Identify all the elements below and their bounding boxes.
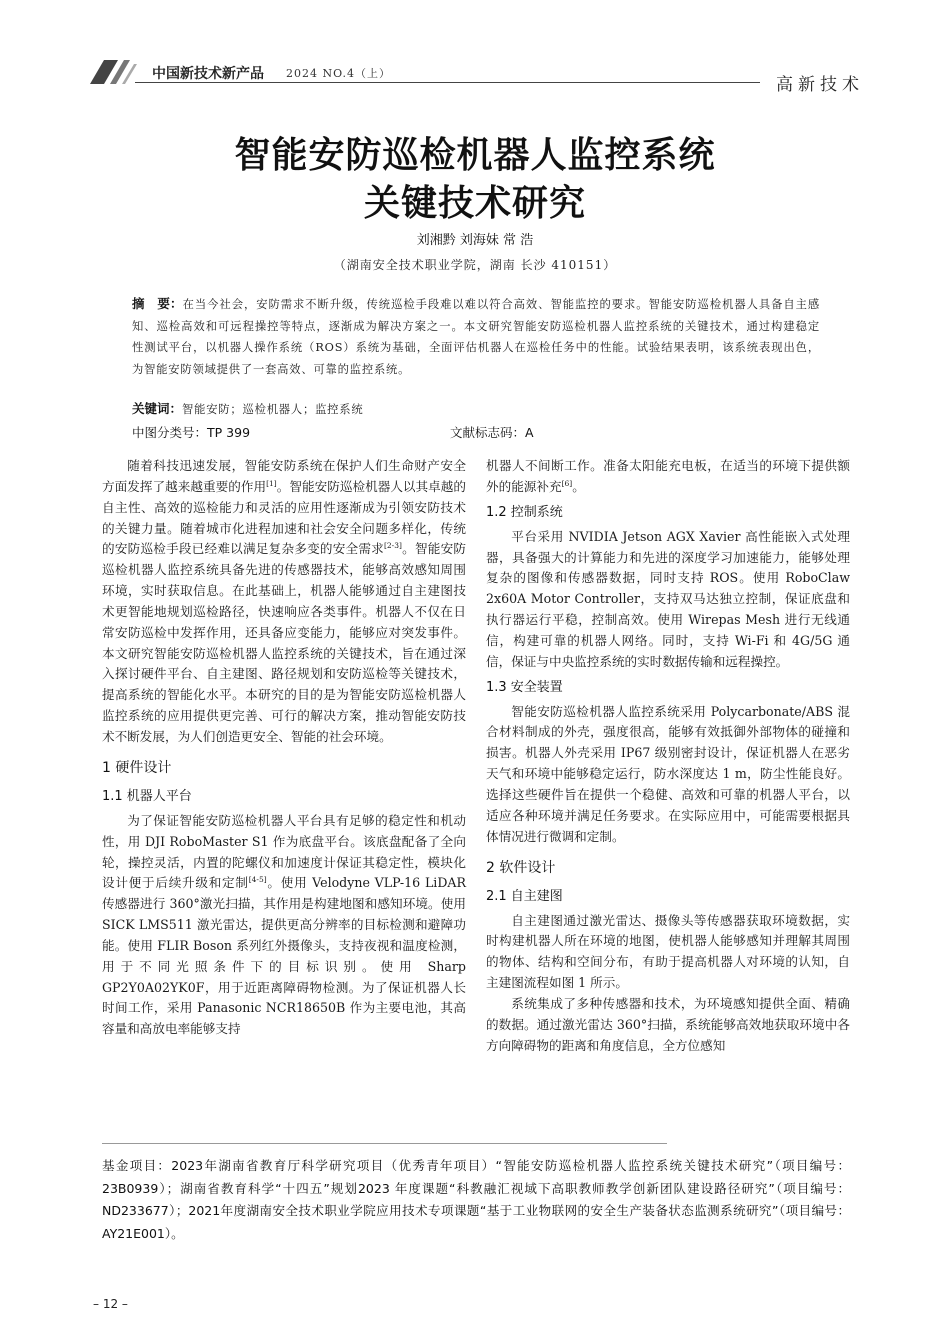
abstract-label: 摘 要： [132,296,183,311]
paper-title-line-1: 智能安防巡检机器人监控系统 [234,135,716,176]
section-heading: 1 硬件设计 [102,759,172,776]
keywords-label: 关键词： [132,401,183,416]
journal-name: 中国新技术新产品 [152,66,264,82]
section-heading: 2 软件设计 [486,859,556,876]
mapping-paragraph-1: 自主建图通过激光雷达、摄像头等传感器获取环境数据，实时构建机器人所在环境的地图，使机器人能够感知并理解其周围的物体、结构和空间分布，有助于提高机器人对环境的认知，自主建图流程如图 1 所示。 [486,912,850,991]
intro-text-2: 。智能安防巡检机器人以其卓越的自主性、高效的巡检能力和灵活的应用性逐渐成为引领安防技术的关键力量。随着城市化进程加速和社会安全问题多样化，传统的安防巡检手段已经难以满足复杂多变的安全需求 [102,478,467,557]
footnote-rule [102,1143,667,1144]
subsection-heading: 1.3 安全装置 [486,679,563,695]
platform-text-1: 为了保证智能安防巡检机器人平台具有足够的稳定性和机动性，用 DJI RoboMaster S1 作为底盘平台。该底盘配备了全向轮，操控灵活，内置的陀螺仪和加速度计保证其稳定性，模块化设计便于后续升级和定制 [102,812,466,891]
body-left-column [102,456,466,1040]
citation: [6] [561,478,573,488]
body-right-column [486,456,850,1056]
authors: 刘湘黔 刘海妹 常 浩 [416,233,534,248]
citation: [4-5] [248,875,267,885]
journal-logo [90,60,140,84]
abstract [132,293,820,380]
intro-text-3: 。智能安防巡检机器人监控系统具备先进的传感器技术，能够高效感知周围环境，实时获取信息。在此基础上，机器人能够通过自主建图技术更智能地规划巡检路径，快速响应各类事件。机器人不仅在日常安防巡检中发挥作用，还具备应变能力，能够应对突发事件。本文研究智能安防巡检机器人监控系统的关键技术，旨在通过深入探讨硬件平台、自主建图、路径规划和安防巡检等关键技术，提高系统的智能化水平。本研究的目的是为智能安防巡检机器人监控系统的应用提供更完善、可行的解决方案，推动智能安防技术不断发展，为人们创造更安全、智能的社会环境。 [102,541,467,744]
funding-note: 基金项目：2023年湖南省教育厅科学研究项目（优秀青年项目）“智能安防巡检机器人监控系统关键技术研究”（项目编号：23B0939）；湖南省教育科学“十四五”规划2023 年度课题“科教融汇视域下高职教师教学创新团队建设路径研究”（项目编号：ND233677）；2021年度湖南安全技术职业学院应用技术专项课题“基于工业物联网的安全生产装备状态监测系统研究”（项目编号：AY21E001）。 [102,1158,850,1241]
keywords-text: 智能安防；巡检机器人；监控系统 [182,403,364,416]
section-tag: 高新技术 [776,75,864,95]
classification-value: TP 399 [207,425,251,440]
document-code [450,423,534,441]
paper-title-line-2: 关键技术研究 [363,183,586,224]
doc-code-label: 文献标志码： [450,425,526,440]
intro-paragraph [102,456,466,748]
continued-text-1: 机器人不间断工作。准备太阳能充电板，在适当的环境下提供额外的能源补充 [486,458,850,494]
platform-text-2: 。使用 Velodyne VLP-16 LiDAR 传感器进行 360°激光扫描，其作用是构建地图和感知环境。使用 SICK LMS511 激光雷达，提供更高分辨率的目标检测和避障功能。使用 FLIR Boson 系列红外摄像头，支持夜视和温度检测，用于不同光照条件下的目标识别。使用 Sharp GP2Y0A02YK0F，用于近距离障碍物检测。为了保证机器人长时间工作，采用 Panasonic NCR18650B 作为主要电池，其高容量和高放电率能够支持 [102,875,467,1037]
page-number: – 12 – [93,1297,128,1311]
continued-text-2: 。 [572,478,585,494]
platform-paragraph [102,811,466,1040]
subsection-heading: 2.1 自主建图 [486,888,563,904]
intro-text-1: 随着科技迅速发展，智能安防系统在保护人们生命财产安全方面发挥了越来越重要的作用 [102,458,466,494]
subsection-heading: 1.1 机器人平台 [102,788,192,804]
mapping-paragraph-2: 系统集成了多种传感器和技术，为环境感知提供全面、精确的数据。通过激光雷达 360°扫描，系统能够高效地获取环境中各方向障碍物的距离和角度信息，全方位感知 [486,995,850,1053]
citation: [2-3] [383,541,402,551]
classification-label: 中图分类号： [132,425,208,440]
control-paragraph: 平台采用 NVIDIA Jetson AGX Xavier 高性能嵌入式处理器，具备强大的计算能力和先进的深度学习加速能力，能够处理复杂的图像和传感器数据，同时支持 ROS。使用 RoboClaw 2x60A Motor Controller，支持双马达独立控制，保证底盘和执行器运行平稳，控制高效。使用 Wirepas Mesh 进行无线通信，构建可靠的机器人网络。同时，支持 Wi-Fi 和 4G/5G 通信，保证与中央监控系统的实时数据传输和远程操控。 [486,528,850,669]
subsection-heading: 1.2 控制系统 [486,504,563,520]
keywords [132,399,363,417]
header-rule [135,82,760,83]
journal-issue: 2024 NO.4（上） [286,67,391,80]
doc-code-value: A [525,425,534,440]
continued-paragraph [486,456,850,498]
safety-paragraph: 智能安防巡检机器人监控系统采用 Polycarbonate/ABS 混合材料制成的外壳，强度很高，能够有效抵御外部物体的碰撞和损害。机器人外壳采用 IP67 级别密封设计，保证机器人在恶劣天气和环境中能够稳定运行，防水深度达 1 m，防尘性能良好。选择这些硬件旨在提供一个稳健、高效和可靠的机器人平台，以适应各种环境并满足任务要求。在实际应用中，可能需要根据具体情况进行微调和定制。 [486,703,850,844]
affiliation: （湖南安全技术职业学院，湖南 长沙 410151） [333,258,617,272]
abstract-text: 在当今社会，安防需求不断升级，传统巡检手段难以难以符合高效、智能监控的要求。智能安防巡检机器人具备自主感知、巡检高效和可远程操控等特点，逐渐成为解决方案之一。本文研究智能安防巡检机器人监控系统的关键技术，通过构建稳定性测试平台，以机器人操作系统（ROS）系统为基础，全面评估机器人在巡检任务中的性能。试验结果表明，该系统表现出色，为智能安防领域提供了一套高效、可靠的监控系统。 [132,298,820,376]
citation: [1] [266,478,277,488]
classification-number [132,423,250,441]
